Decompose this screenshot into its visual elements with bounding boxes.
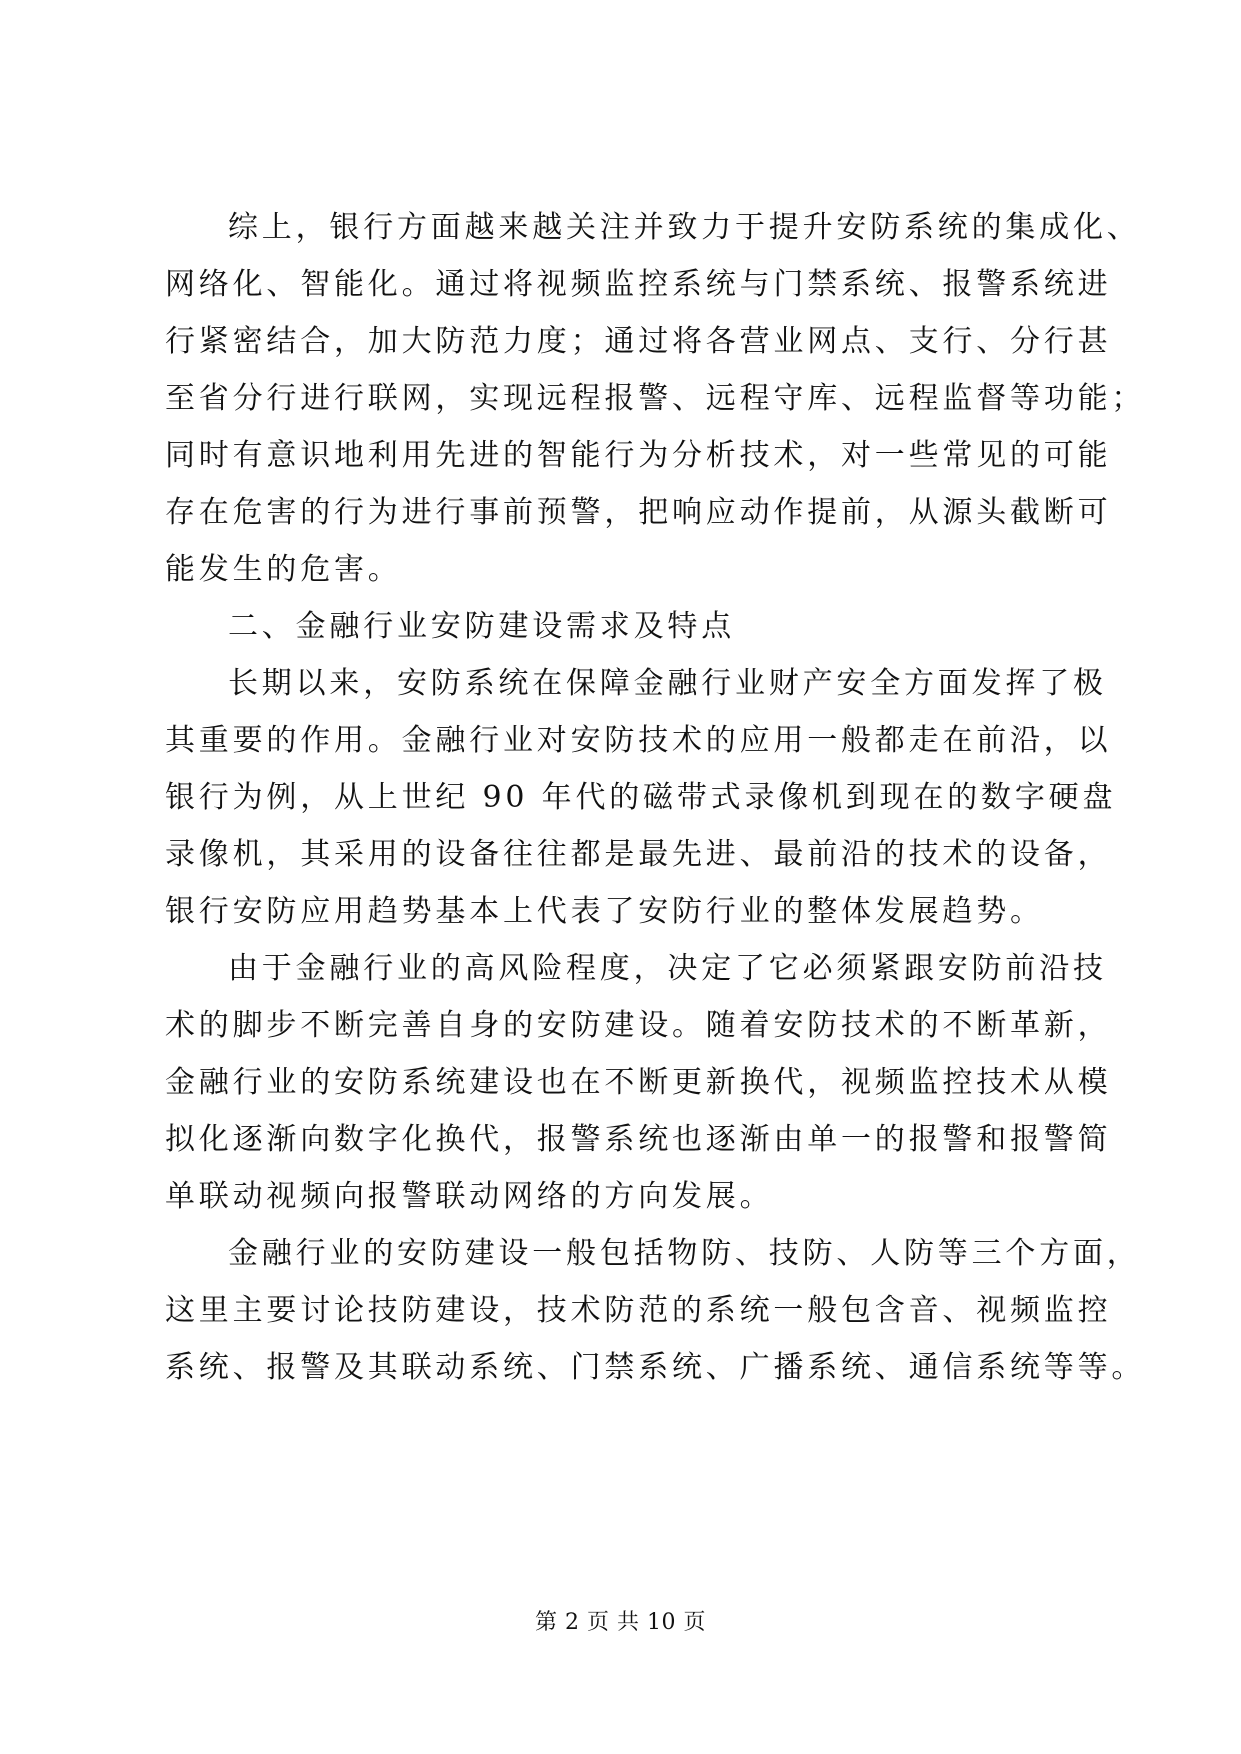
paragraph-line: 术的脚步不断完善自身的安防建设。随着安防技术的不断革新， bbox=[165, 1008, 1112, 1043]
paragraph-line: 其重要的作用。金融行业对安防技术的应用一般都走在前沿，以 bbox=[165, 723, 1112, 758]
paragraph-line: 能发生的危害。 bbox=[165, 552, 402, 587]
paragraph-line: 由于金融行业的高风险程度，决定了它必须紧跟安防前沿技 bbox=[228, 951, 1107, 986]
paragraph-line: 行紧密结合，加大防范力度；通过将各营业网点、支行、分行甚 bbox=[165, 324, 1112, 359]
paragraph-line: 系统、报警及其联动系统、门禁系统、广播系统、通信系统等等。 bbox=[165, 1350, 1146, 1385]
paragraph-line: 银行安防应用趋势基本上代表了安防行业的整体发展趋势。 bbox=[165, 894, 1044, 929]
paragraph-line: 金融行业的安防建设一般包括物防、技防、人防等三个方面， bbox=[228, 1236, 1141, 1271]
page-number-footer: 第 2 页 共 10 页 bbox=[535, 1610, 706, 1635]
paragraph-line: 综上，银行方面越来越关注并致力于提升安防系统的集成化、 bbox=[228, 210, 1141, 245]
paragraph-line: 长期以来，安防系统在保障金融行业财产安全方面发挥了极 bbox=[228, 666, 1107, 701]
paragraph-line: 银行为例，从上世纪 90 年代的磁带式录像机到现在的数字硬盘 bbox=[165, 780, 1117, 815]
paragraph-line: 金融行业的安防系统建设也在不断更新换代，视频监控技术从模 bbox=[165, 1065, 1112, 1100]
paragraph-line: 存在危害的行为进行事前预警，把响应动作提前，从源头截断可 bbox=[165, 495, 1112, 530]
paragraph-line: 同时有意识地利用先进的智能行为分析技术，对一些常见的可能 bbox=[165, 438, 1112, 473]
paragraph-line: 网络化、智能化。通过将视频监控系统与门禁系统、报警系统进 bbox=[165, 267, 1112, 302]
section-heading: 二、金融行业安防建设需求及特点 bbox=[228, 609, 735, 644]
paragraph-line: 拟化逐渐向数字化换代，报警系统也逐渐由单一的报警和报警简 bbox=[165, 1122, 1112, 1157]
paragraph-line: 至省分行进行联网，实现远程报警、远程守库、远程监督等功能； bbox=[165, 381, 1146, 416]
paragraph-line: 这里主要讨论技防建设，技术防范的系统一般包含音、视频监控 bbox=[165, 1293, 1112, 1328]
paragraph-line: 录像机，其采用的设备往往都是最先进、最前沿的技术的设备， bbox=[165, 837, 1112, 872]
paragraph-line: 单联动视频向报警联动网络的方向发展。 bbox=[165, 1179, 774, 1214]
